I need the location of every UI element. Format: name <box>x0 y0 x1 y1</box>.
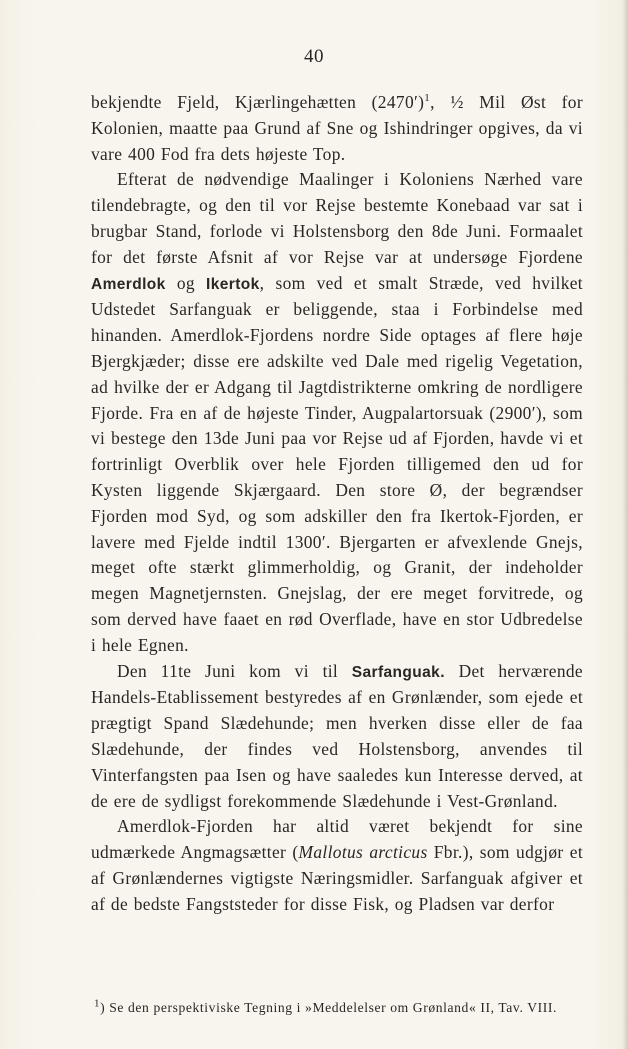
page-edge-shadow <box>622 0 628 1049</box>
paragraph-2 <box>91 167 583 658</box>
footnote-marker: 1 <box>94 997 101 1010</box>
page-number: 40 <box>304 46 324 67</box>
paragraph-3 <box>91 659 583 815</box>
paragraph-4 <box>91 814 583 917</box>
paragraph-3-text-b: Det herværende Handels-Etablissement bestyredes af en Grønlænder, som ejede et prægtigt Spand Slædehunde; men hverken disse eller de faa Slædehunde, der findes ved Holstensborg, anvendes til Vinterfangsten paa Isen og have saaledes kun Interesse derved, at de ere de sydligst forekommende Slædehunde i Vest-Grønland. <box>91 660 583 811</box>
place-name-amerdlok: Amerdlok <box>91 275 166 293</box>
paragraph-2-text-b: , som ved et smalt Stræde, ved hvilket Udstedet Sarfanguak er beliggende, staa i Forbindelse med hinanden. Amerdlok-Fjordens nordre Side optages af flere høje Bjergkjæder; disse ere adskilte ved Dale med rigelig Vegetation, ad hvilke der er Adgang til Jagtdistrikterne omkring de nordligere Fjorde. Fra en af de højeste Tinder, Augpalartorsuak (2900′), som vi bestege den 13de Juni paa vor Rejse ud af Fjorden, havde vi et fortrinligt Overblik over hele Fjorden tilligemed den ud for Kysten liggende Skjærgaard. Den store Ø, der begrændser Fjorden mod Syd, og som adskiller den fra Ikertok-Fjorden, er lavere med Fjelde indtil 1300′. Bjergarten er afvexlende Gnejs, meget ofte stærkt glimmerholdig, og Granit, der indeholder megen Magnetjernsten. Gnejslag, der ere meget forvitrede, og som derved have faaet en rød Overflade, have en stor Udbredelse i hele Egnen. <box>91 272 583 655</box>
place-name-ikertok: Ikertok <box>206 275 260 293</box>
paragraph-1-text-b: , ½ Mil Øst for Kolonien, maatte paa Grund af Sne og Ishindringer opgives, da vi vare 400 Fod fra dets højeste Top. <box>91 92 583 164</box>
paragraph-1 <box>91 90 583 167</box>
paragraph-1-text-a: bekjendte Fjeld, Kjærlingehætten (2470′) <box>91 92 425 112</box>
species-name: Mallotus arcticus <box>298 842 428 863</box>
paragraph-3-text-a: Den 11te Juni kom vi til <box>117 660 339 681</box>
body-text <box>91 90 583 918</box>
paragraph-2-text-a: Efterat de nødvendige Maalinger i Koloniens Nærhed vare tilendebragte, og den til vor Rejse bestemte Konebaad var sat i brugbar Stand, forlode vi Holstensborg den 8de Juni. Formaalet for det første Afsnit af vor Rejse var at undersøge Fjordene <box>91 169 583 267</box>
footnote <box>94 997 594 1016</box>
place-name-sarfanguak: Sarfanguak. <box>351 663 445 681</box>
paragraph-4-text-b: Fbr.), som udgjør et af Grønlændernes vigtigste Næringsmidler. Sarfanguak afgiver et af de bedste Fangststeder for disse Fisk, og Pladsen var derfor <box>91 842 583 914</box>
paragraph-4-text-a: Amerdlok-Fjorden har altid været bekjendt for sine udmærkede Angmagsætter ( <box>91 816 583 863</box>
footnote-text: ) Se den perspektiviske Tegning i »Meddelelser om Grønland« II, Tav. VIII. <box>100 1000 557 1015</box>
footnote-reference[interactable]: 1 <box>424 92 431 105</box>
paragraph-2-text-mid: og <box>176 272 195 293</box>
